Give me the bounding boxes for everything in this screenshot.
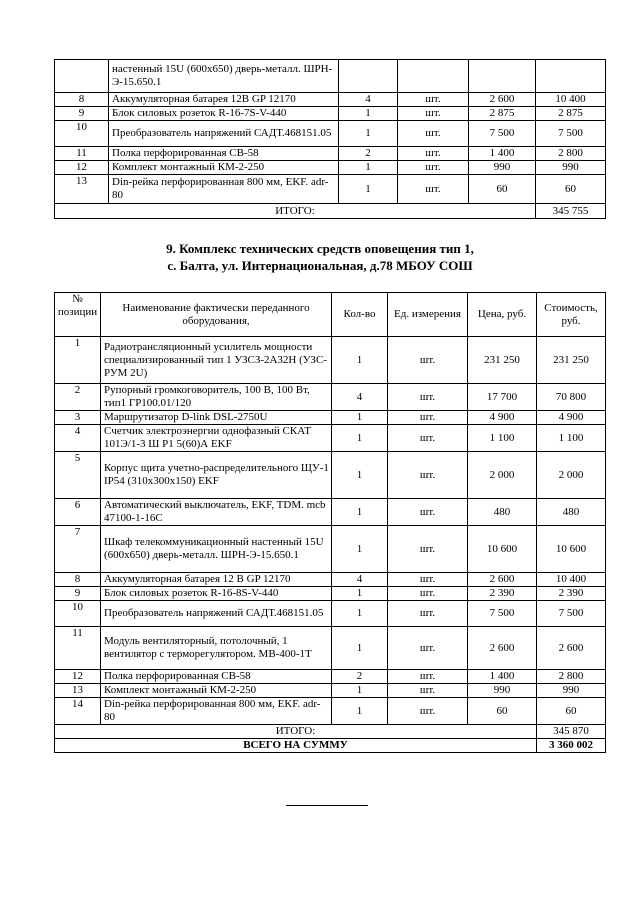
- table-row: [55, 175, 606, 204]
- cell-cost: 2 000: [537, 452, 606, 499]
- cell-price: 1 400: [469, 147, 536, 161]
- total-label: ИТОГО:: [55, 204, 536, 219]
- cell-unit: шт.: [398, 107, 469, 121]
- cell-price: 1 400: [468, 670, 537, 684]
- cell-cost: 480: [537, 499, 606, 526]
- table-row: [55, 147, 606, 161]
- cell-num: 10: [55, 601, 101, 627]
- cell-cost: 2 875: [536, 107, 606, 121]
- cell-price: 17 700: [468, 384, 537, 411]
- cell-num: 9: [55, 587, 101, 601]
- table-row: [55, 601, 606, 627]
- cell-name: Маршрутизатор D-link DSL-2750U: [101, 411, 332, 425]
- cell-num: 14: [55, 698, 101, 725]
- cell-qty: 1: [332, 337, 388, 384]
- section-heading-line2: с. Балта, ул. Интернациональная, д.78 МБОУ СОШ: [167, 258, 473, 273]
- cell-name: Аккумуляторная батарея 12В GP 12170: [109, 93, 339, 107]
- cell-price: 4 900: [468, 411, 537, 425]
- cell-num: 12: [55, 161, 109, 175]
- cell-name: Радиотрансляционный усилитель мощности специализированный тип 1 УЗСЗ-2А32Н (УЗС-РУМ 2U): [101, 337, 332, 384]
- table-row: [55, 411, 606, 425]
- cell-unit: шт.: [388, 601, 468, 627]
- cell-unit: шт.: [388, 684, 468, 698]
- cell-unit: шт.: [398, 93, 469, 107]
- equipment-table: [54, 292, 606, 753]
- cell-name: Комплект монтажный КМ-2-250: [109, 161, 339, 175]
- cell-num: 8: [55, 93, 109, 107]
- cell-num: 3: [55, 411, 101, 425]
- cell-qty: 1: [332, 601, 388, 627]
- cell-unit: шт.: [398, 175, 469, 204]
- cell-unit: шт.: [388, 452, 468, 499]
- cell-price: 60: [468, 698, 537, 725]
- cell-qty: 1: [332, 452, 388, 499]
- cell-name: Автоматический выключатель, EKF, TDM. mcb 47100-1-16C: [101, 499, 332, 526]
- cell-name: Блок силовых розеток R-16-8S-V-440: [101, 587, 332, 601]
- cell-qty: 1: [332, 684, 388, 698]
- cell-num: 5: [55, 452, 101, 499]
- cell-price: 1 100: [468, 425, 537, 452]
- table-row: [55, 425, 606, 452]
- cell-cost: 60: [537, 698, 606, 725]
- cell-num: 4: [55, 425, 101, 452]
- cell-qty: 1: [339, 161, 398, 175]
- cell-name: Комплект монтажный КМ-2-250: [101, 684, 332, 698]
- cell-unit: шт.: [388, 384, 468, 411]
- cell-cost: 231 250: [537, 337, 606, 384]
- table-row: [55, 627, 606, 670]
- cell-cost: 990: [537, 684, 606, 698]
- table-row: [55, 121, 606, 147]
- cell-unit: шт.: [398, 161, 469, 175]
- cell-qty: 1: [332, 627, 388, 670]
- cell-cost: 2 800: [536, 147, 606, 161]
- grand-total-row: [55, 739, 606, 753]
- cell-num: 2: [55, 384, 101, 411]
- table-row: [55, 337, 606, 384]
- cell-unit: шт.: [388, 337, 468, 384]
- cell-unit: шт.: [388, 425, 468, 452]
- cell-price: 7 500: [469, 121, 536, 147]
- cell-name: Преобразователь напряжений САДТ.468151.05: [109, 121, 339, 147]
- total-value: 345 755: [536, 204, 606, 219]
- cell-unit: шт.: [388, 499, 468, 526]
- cell-qty: 1: [332, 425, 388, 452]
- cell-qty: 1: [339, 107, 398, 121]
- cell-price: 2 600: [469, 93, 536, 107]
- cell-qty: 4: [332, 384, 388, 411]
- cell-num: 10: [55, 121, 109, 147]
- cell-cost: 2 390: [537, 587, 606, 601]
- table-row: [55, 684, 606, 698]
- table-row: [55, 161, 606, 175]
- cell-name: Шкаф телекоммуникационный настенный 15U (600х650) дверь-металл. ШРН-Э-15.650.1: [101, 526, 332, 573]
- grand-total-label: ВСЕГО НА СУММУ: [55, 739, 537, 753]
- cell-num: 1: [55, 337, 101, 384]
- cell-cost: 4 900: [537, 411, 606, 425]
- cell-unit: шт.: [388, 526, 468, 573]
- cell-name: Аккумуляторная батарея 12 В GP 12170: [101, 573, 332, 587]
- cell-cost: 10 400: [536, 93, 606, 107]
- total-value: 345 870: [537, 725, 606, 739]
- cell-price: 60: [469, 175, 536, 204]
- cell-num: 6: [55, 499, 101, 526]
- cell-name: настенный 15U (600х650) дверь-металл. ШРН-Э-15.650.1: [109, 60, 339, 93]
- cell-cost: 990: [536, 161, 606, 175]
- cell-unit: шт.: [388, 411, 468, 425]
- cell-num: 12: [55, 670, 101, 684]
- cell-qty: 2: [339, 147, 398, 161]
- cell-qty: 4: [332, 573, 388, 587]
- equipment-table-continued: [54, 59, 606, 219]
- cell-num: 9: [55, 107, 109, 121]
- cell-qty: [339, 60, 398, 93]
- cell-unit: [398, 60, 469, 93]
- header-cost: Стоимость, руб.: [537, 293, 606, 337]
- cell-name: Рупорный громкоговоритель, 100 В, 100 Вт, тип1 ГР100.01/120: [101, 384, 332, 411]
- cell-num: 13: [55, 175, 109, 204]
- cell-name: Модуль вентиляторный, потолочный, 1 вентилятор с терморегулятором. МВ-400-1Т: [101, 627, 332, 670]
- table-body: [55, 60, 606, 204]
- cell-price: 990: [469, 161, 536, 175]
- section-heading-line1: 9. Комплекс технических средств оповещения тип 1,: [166, 241, 474, 256]
- cell-name: Din-рейка перфорированная 800 мм, EKF. adr-80: [109, 175, 339, 204]
- cell-num: 7: [55, 526, 101, 573]
- cell-qty: 1: [332, 698, 388, 725]
- cell-name: Din-рейка перфорированная 800 мм, EKF. adr-80: [101, 698, 332, 725]
- table-header-row: [55, 293, 606, 337]
- cell-name: Полка перфорированная СВ-58: [109, 147, 339, 161]
- cell-num: [55, 60, 109, 93]
- grand-total-value: 3 360 002: [537, 739, 606, 753]
- cell-unit: шт.: [388, 698, 468, 725]
- table-row: [55, 698, 606, 725]
- table-row: [55, 107, 606, 121]
- cell-unit: шт.: [388, 670, 468, 684]
- header-price: Цена, руб.: [468, 293, 537, 337]
- total-row: [55, 725, 606, 739]
- cell-num: 13: [55, 684, 101, 698]
- cell-qty: 2: [332, 670, 388, 684]
- cell-qty: 1: [339, 175, 398, 204]
- cell-cost: [536, 60, 606, 93]
- header-qty: Кол-во: [332, 293, 388, 337]
- cell-cost: 7 500: [537, 601, 606, 627]
- table-row: [55, 93, 606, 107]
- table-row: [55, 499, 606, 526]
- cell-qty: 4: [339, 93, 398, 107]
- cell-num: 11: [55, 627, 101, 670]
- table-row: [55, 587, 606, 601]
- cell-price: [469, 60, 536, 93]
- header-name: Наименование фактически переданного оборудования,: [101, 293, 332, 337]
- cell-price: 2 600: [468, 573, 537, 587]
- section-heading: [0, 240, 640, 274]
- cell-cost: 2 800: [537, 670, 606, 684]
- cell-qty: 1: [332, 499, 388, 526]
- cell-unit: шт.: [388, 627, 468, 670]
- cell-qty: 1: [332, 411, 388, 425]
- table-row: [55, 670, 606, 684]
- cell-unit: шт.: [398, 147, 469, 161]
- cell-price: 2 600: [468, 627, 537, 670]
- cell-price: 2 875: [469, 107, 536, 121]
- cell-cost: 60: [536, 175, 606, 204]
- signature-line: [286, 805, 368, 806]
- cell-cost: 10 400: [537, 573, 606, 587]
- cell-price: 990: [468, 684, 537, 698]
- total-label: ИТОГО:: [55, 725, 537, 739]
- cell-price: 2 390: [468, 587, 537, 601]
- cell-price: 7 500: [468, 601, 537, 627]
- cell-name: Счетчик электроэнергии однофазный СКАТ 101Э/1-3 Ш Р1 5(60)А EKF: [101, 425, 332, 452]
- cell-cost: 1 100: [537, 425, 606, 452]
- table-row: [55, 384, 606, 411]
- table-body: [55, 337, 606, 725]
- cell-unit: шт.: [398, 121, 469, 147]
- cell-price: 480: [468, 499, 537, 526]
- cell-cost: 10 600: [537, 526, 606, 573]
- cell-num: 8: [55, 573, 101, 587]
- table-row: [55, 452, 606, 499]
- cell-price: 231 250: [468, 337, 537, 384]
- cell-qty: 1: [339, 121, 398, 147]
- table-row: [55, 526, 606, 573]
- header-unit: Ед. измерения: [388, 293, 468, 337]
- cell-price: 10 600: [468, 526, 537, 573]
- cell-price: 2 000: [468, 452, 537, 499]
- cell-name: Преобразователь напряжений САДТ.468151.05: [101, 601, 332, 627]
- cell-unit: шт.: [388, 573, 468, 587]
- cell-num: 11: [55, 147, 109, 161]
- total-row: [55, 204, 606, 219]
- cell-cost: 7 500: [536, 121, 606, 147]
- cell-qty: 1: [332, 526, 388, 573]
- cell-cost: 2 600: [537, 627, 606, 670]
- table-row: [55, 573, 606, 587]
- cell-cost: 70 800: [537, 384, 606, 411]
- table-row: [55, 60, 606, 93]
- cell-unit: шт.: [388, 587, 468, 601]
- cell-name: Полка перфорированная СВ-58: [101, 670, 332, 684]
- cell-name: Корпус щита учетно-распределительного ЩУ-1 IP54 (310х300х150) EKF: [101, 452, 332, 499]
- cell-name: Блок силовых розеток R-16-7S-V-440: [109, 107, 339, 121]
- cell-qty: 1: [332, 587, 388, 601]
- header-num: № позиции: [55, 293, 101, 337]
